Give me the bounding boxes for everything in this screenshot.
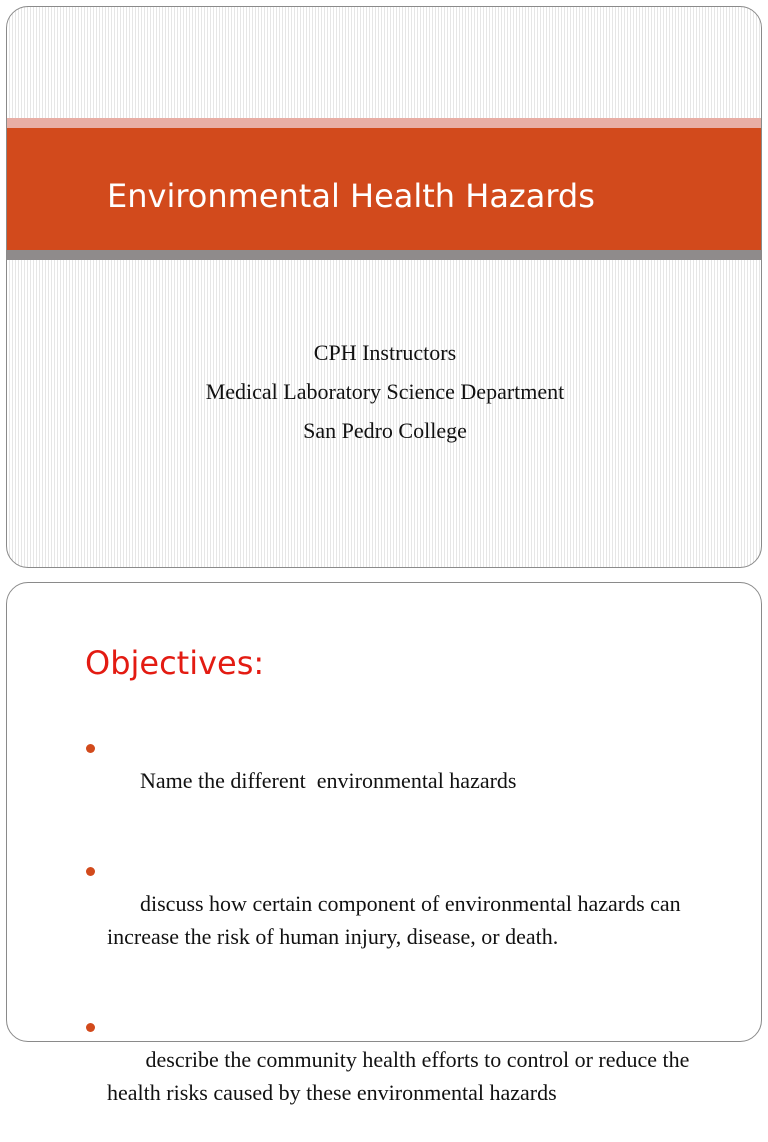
objectives-list	[85, 731, 735, 1142]
accent-band-bottom	[7, 250, 761, 260]
slide-title: Environmental Health Hazards	[107, 177, 595, 215]
slide-subtitle	[7, 333, 763, 450]
subtitle-line-department: Medical Laboratory Science Department	[205, 379, 565, 404]
objective-item	[85, 854, 735, 986]
bullet-dot-icon	[86, 1023, 95, 1032]
bullet-dot-icon	[86, 867, 95, 876]
objective-text: Name the different environmental hazards	[140, 768, 517, 793]
subtitle-line-instructors: CPH Instructors	[313, 340, 457, 365]
title-slide	[6, 6, 762, 568]
accent-band-top	[7, 118, 761, 128]
objective-text: discuss how certain component of environmental hazards can increase the risk of human injury, disease, or death.	[107, 891, 687, 949]
objectives-slide	[6, 582, 762, 1105]
objective-item	[85, 731, 735, 830]
objectives-heading: Objectives:	[85, 644, 265, 682]
objective-text: describe the community health efforts to control or reduce the health risks caused by these environmental hazards	[107, 1047, 695, 1105]
objective-item	[85, 1010, 735, 1142]
bullet-dot-icon	[86, 744, 95, 753]
subtitle-line-college: San Pedro College	[303, 418, 467, 443]
